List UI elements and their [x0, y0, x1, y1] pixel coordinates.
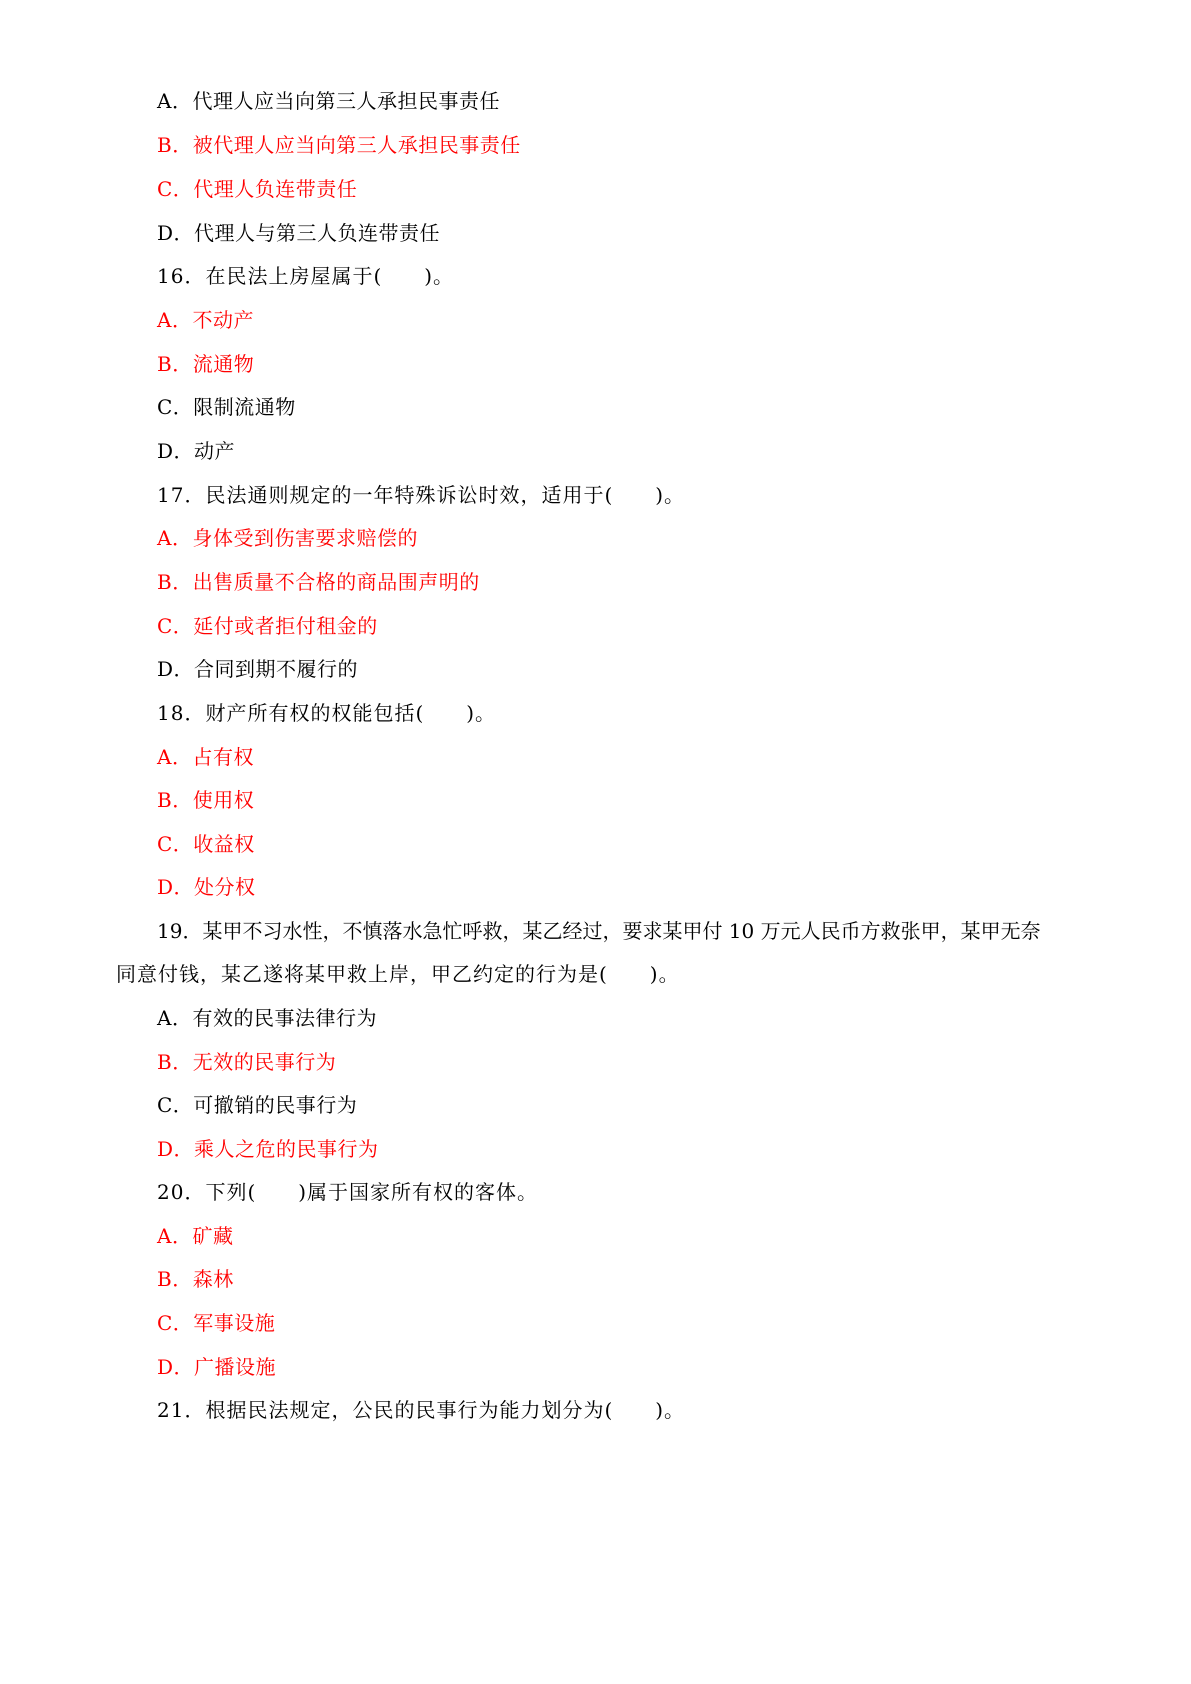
option-17-d: D．合同到期不履行的	[157, 657, 359, 681]
option-15-b: B．被代理人应当向第三人承担民事责任	[157, 133, 521, 157]
option-16-d: D．动产	[157, 439, 236, 463]
option-20-d: D．广播设施	[157, 1355, 277, 1379]
option-18-b: B．使用权	[157, 788, 255, 812]
question-17: 17．民法通则规定的一年特殊诉讼时效，适用于( )。	[157, 483, 686, 507]
question-19-continued: 同意付钱，某乙遂将某甲救上岸，甲乙约定的行为是( )。	[116, 962, 680, 986]
option-18-d: D．处分权	[157, 875, 256, 899]
option-18-c: C．收益权	[157, 832, 255, 856]
option-20-c: C．军事设施	[157, 1311, 276, 1335]
option-16-c: C．限制流通物	[157, 395, 296, 419]
option-17-a: A．身体受到伤害要求赔偿的	[157, 526, 418, 550]
question-18: 18．财产所有权的权能包括( )。	[157, 701, 497, 725]
option-17-c: C．延付或者拒付租金的	[157, 614, 378, 638]
option-15-c: C．代理人负连带责任	[157, 177, 358, 201]
question-19: 19．某甲不习水性，不慎落水急忙呼救，某乙经过，要求某甲付 10 万元人民币方救张甲，某甲无奈	[157, 919, 1041, 943]
option-15-d: D．代理人与第三人负连带责任	[157, 221, 441, 245]
option-17-b: B．出售质量不合格的商品围声明的	[157, 570, 480, 594]
option-20-b: B．森林	[157, 1267, 234, 1291]
option-19-a: A．有效的民事法律行为	[157, 1006, 377, 1030]
question-16: 16．在民法上房屋属于( )。	[157, 264, 455, 288]
option-19-b: B．无效的民事行为	[157, 1050, 337, 1074]
option-16-b: B．流通物	[157, 352, 255, 376]
option-19-c: C．可撤销的民事行为	[157, 1093, 358, 1117]
option-16-a: A．不动产	[157, 308, 254, 332]
option-18-a: A．占有权	[157, 745, 254, 769]
question-20: 20．下列( )属于国家所有权的客体。	[157, 1180, 539, 1204]
option-19-d: D．乘人之危的民事行为	[157, 1137, 379, 1161]
question-21: 21．根据民法规定，公民的民事行为能力划分为( )。	[157, 1398, 686, 1422]
option-20-a: A．矿藏	[157, 1224, 234, 1248]
option-15-a: A．代理人应当向第三人承担民事责任	[157, 89, 500, 113]
